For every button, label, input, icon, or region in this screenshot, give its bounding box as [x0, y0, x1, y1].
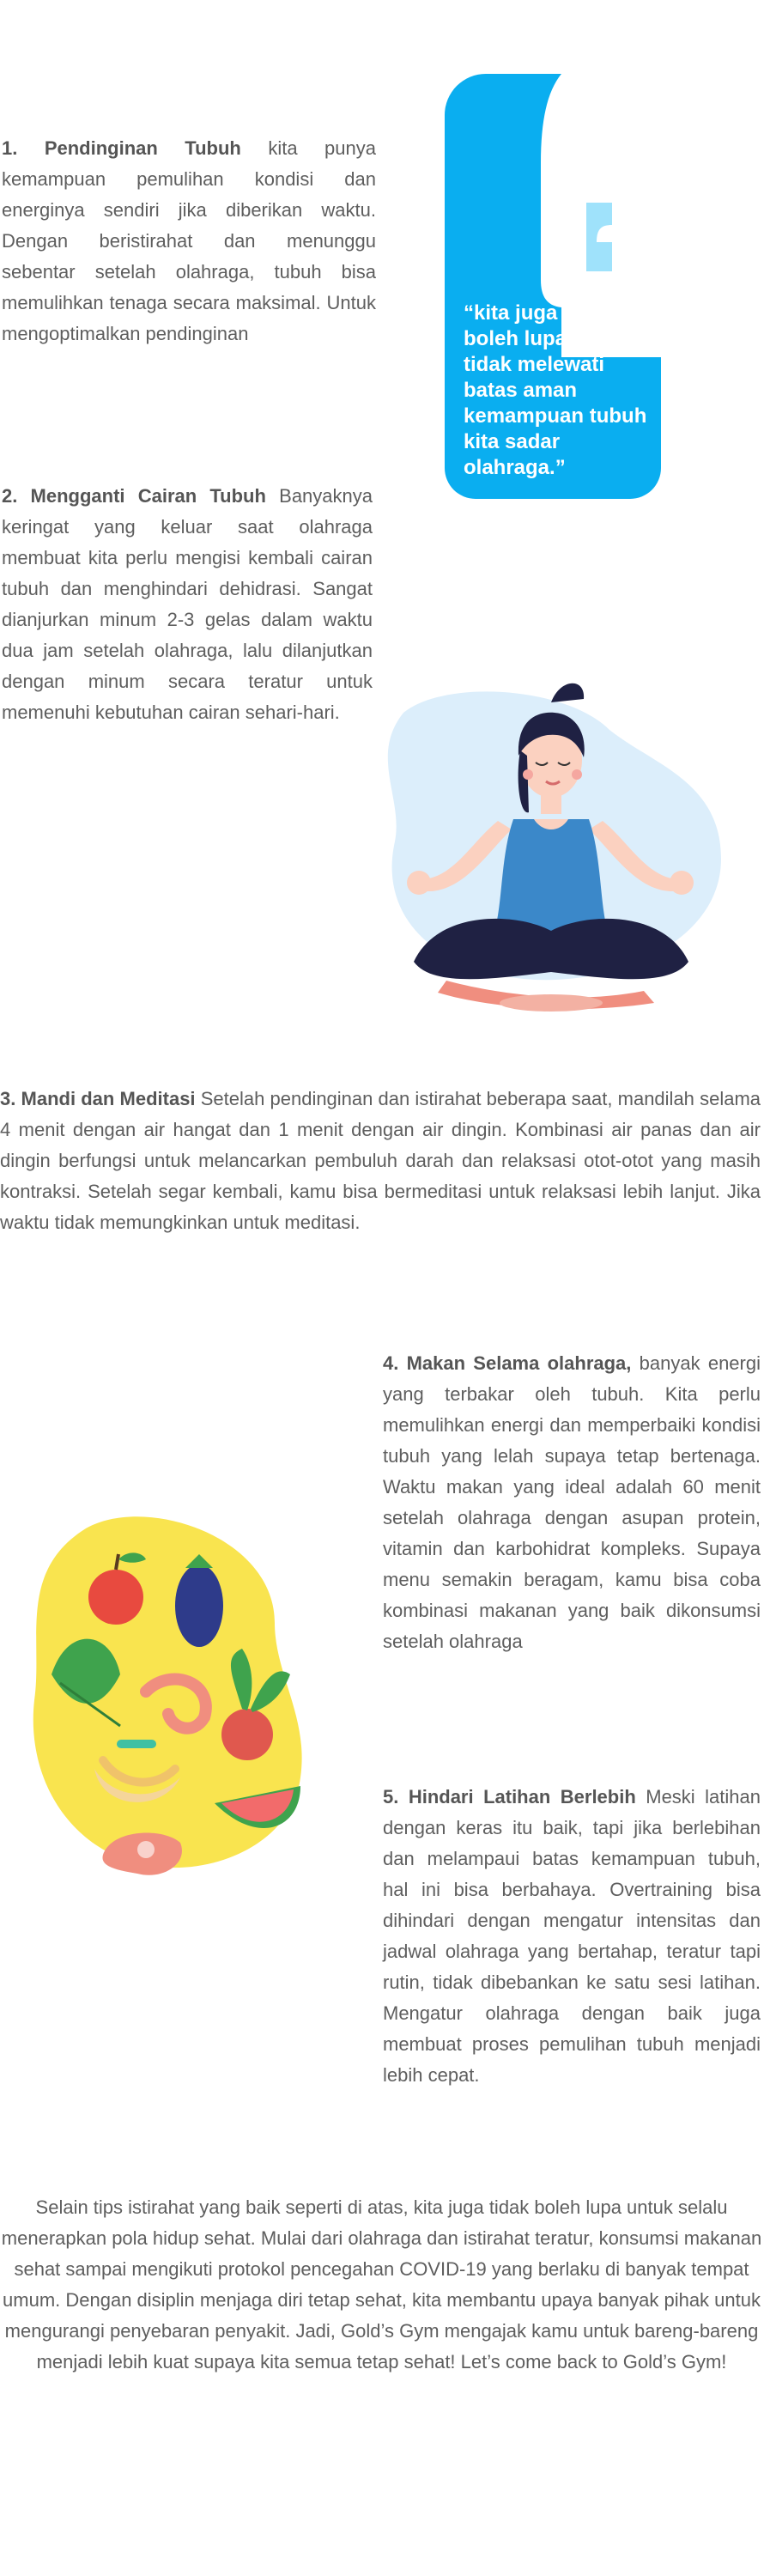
section-1-body: kita punya kemampuan pemulihan kondisi dan energinya sendiri jika diberikan waktu. Dengan beristirahat dan menunggu sebentar setelah olahraga, tubuh bisa memulihkan tenaga secara maksimal. Untuk mengoptimalkan pendinginan — [2, 137, 376, 344]
meditation-illustration — [352, 661, 755, 1022]
quote-card — [445, 74, 661, 499]
section-2-title: 2. Mengganti Cairan Tubuh — [2, 485, 266, 507]
section-5-body: Meski latihan dengan keras itu baik, tapi jika berlebihan dan melampaui batas kemampuan tubuh, hal ini bisa berbahaya. Overtraining bisa dihindari dengan mengatur intensitas dan jadwal olahraga yang bertahap, teratur tapi rutin, tidak dibebankan ke satu sesi latihan. Mengatur olahraga dengan baik juga membuat proses pemulihan tubuh menjadi lebih cepat. — [383, 1786, 761, 2086]
section-3-body: Setelah pendinginan dan istirahat beberapa saat, mandilah selama 4 menit dengan air hangat dan 1 menit dengan air dingin. Kombinasi air panas dan air dingin berfungsi untuk melancarkan pembuluh darah dan relaksasi otot-otot yang masih kontraksi. Setelah segar kembali, kamu bisa bermeditasi untuk relaksasi lebih lanjut. Jika waktu tidak memungkinkan untuk meditasi. — [0, 1088, 761, 1233]
section-3-title: 3. Mandi dan Meditasi — [0, 1088, 196, 1109]
section-1-title: 1. Pendinginan Tubuh — [2, 137, 241, 159]
section-5-paragraph — [383, 1782, 761, 2091]
quote-text: “kita juga tidak boleh lupa untuk tidak melewati batas aman kemampuan tubuh kita sadar olahraga.” — [464, 301, 647, 479]
section-1-paragraph — [2, 133, 376, 349]
healthy-food-illustration — [17, 1503, 326, 1898]
section-4-body: banyak energi yang terbakar oleh tubuh. Kita perlu memulihkan energi dan memperbaiki kondisi tubuh yang lelah supaya tetap bertenaga. Waktu makan yang ideal adalah 60 menit setelah olahraga dengan asupan protein, vitamin dan karbohidrat kompleks. Supaya menu semakin beragam, kamu bisa coba kombinasi makanan yang baik dikonsumsi setelah olahraga — [383, 1352, 761, 1652]
section-5-title: 5. Hindari Latihan Berlebih — [383, 1786, 636, 1807]
section-4-title: 4. Makan Selama olahraga, — [383, 1352, 632, 1374]
closing-paragraph: Selain tips istirahat yang baik seperti di atas, kita juga tidak boleh lupa untuk selalu menerapkan pola hidup sehat. Mulai dari olahraga dan istirahat teratur, konsumsi makanan sehat sampai mengikuti protokol pencegahan COVID-19 yang berlaku di banyak tempat umum. Dengan disiplin menjaga diri tetap sehat, kita membantu upaya banyak pihak untuk mengurangi penyebaran penyakit. Jadi, Gold’s Gym mengajak kamu untuk bareng-bareng menjadi lebih kuat supaya kita semua tetap sehat! Let’s come back to Gold’s Gym! — [1, 2196, 762, 2372]
section-3-paragraph — [0, 1084, 761, 1238]
section-2-body: Banyaknya keringat yang keluar saat olahraga membuat kita perlu mengisi kembali cairan tubuh dan menghindari dehidrasi. Sangat dianjurkan minum 2-3 gelas dalam waktu dua jam setelah olahraga, lalu dilanjutkan dengan minum secara teratur untuk memenuhi kebutuhan cairan sehari-hari. — [2, 485, 373, 723]
section-2-paragraph — [2, 481, 373, 728]
section-4-paragraph — [383, 1348, 761, 1657]
